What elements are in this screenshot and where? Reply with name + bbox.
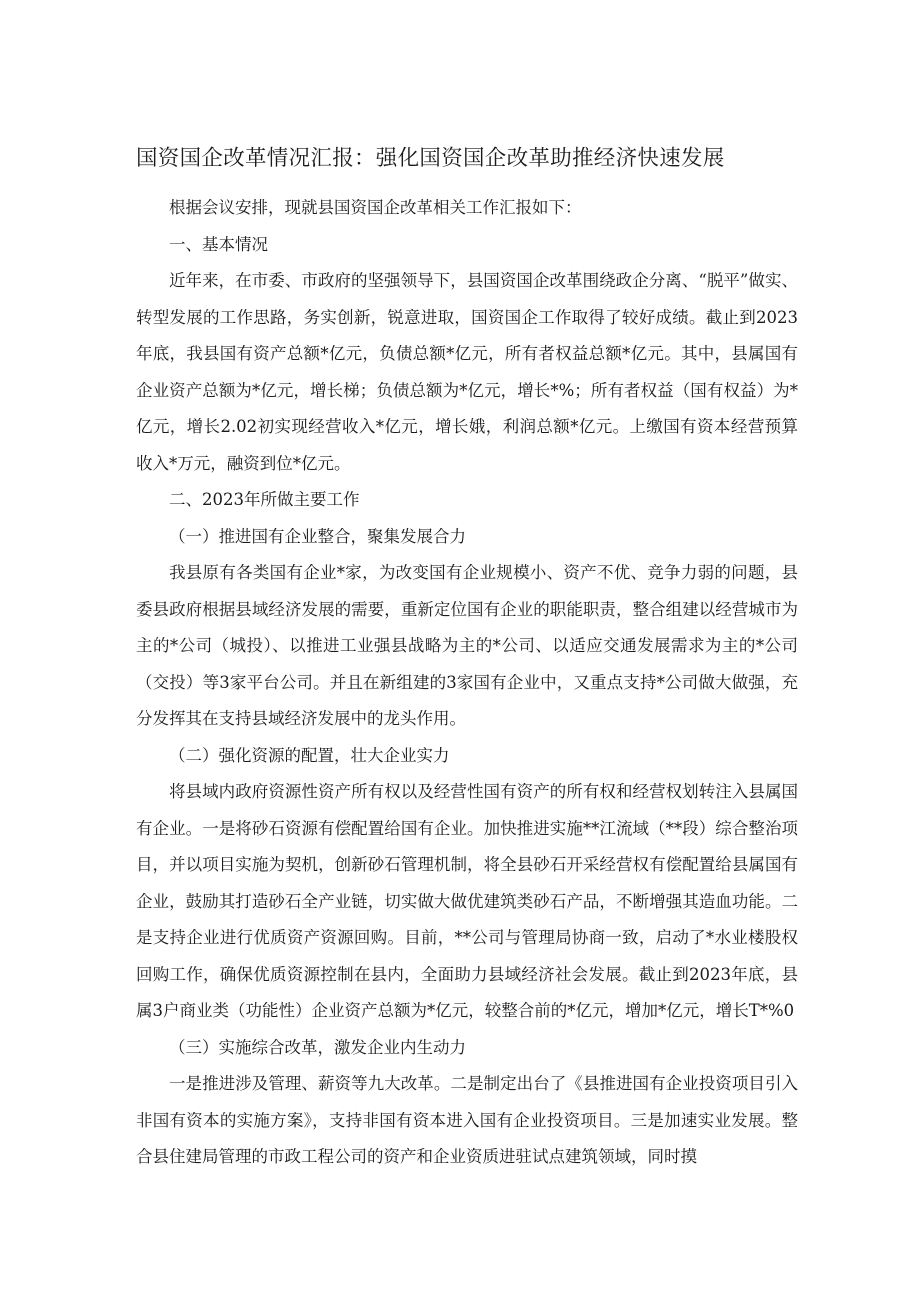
section-heading-main-work: 二、2023年所做主要工作 xyxy=(169,490,360,509)
resource-allocation-paragraph: 将县域内政府资源性资产所有权以及经营性国有资产的所有权和经营权划转注入县属国有企业。一是将砂石资源有偿配置给国有企业。加快推进实施**江流域（**段）综合整治项目，并以项目实施为契机，创新砂石管理机制，将全县砂石开采经营权有偿配置给县属国有企业，鼓励其打造砂石全产业链，切实做大做优建筑类砂石产品，不断增强其造血功能。二是支持企业进行优质资产资源回购。目前，**公司与管理局协商一致，启动了*水业楼股权回购工作，确保优质资源控制在县内，全面助力县域经济社会发展。截止到2023年底，县属3户商业类（功能性）企业资产总额为*亿元，较整合前的*亿元，增加*亿元，增长T*%0 xyxy=(136,782,798,1020)
integration-paragraph: 我县原有各类国有企业*家，为改变国有企业规模小、资产不优、竞争力弱的问题，县委县政府根据县域经济发展的需要，重新定位国有企业的职能职责，整合组建以经营城市为主的*公司（城投）、以推进工业强县战略为主的*公司、以适应交通发展需求为主的*公司（交投）等3家平台公司。并且在新组建的3家国有企业中，又重点支持*公司做大做强，充分发挥其在支持县域经济发展中的龙头作用。 xyxy=(136,563,798,728)
intro-paragraph: 根据会议安排，现就县国资国企改革相关工作汇报如下： xyxy=(169,198,582,217)
document-title: 国资国企改革情况汇报：强化国资国企改革助推经济快速发展 xyxy=(136,146,725,171)
subsection-heading-resource-allocation: （二）强化资源的配置，壮大企业实力 xyxy=(169,745,450,765)
comprehensive-reform-paragraph: 一是推进涉及管理、薪资等九大改革。二是制定出台了《县推进国有企业投资项目引入非国有资本的实施方案》，支持非国有资本进入国有企业投资项目。三是加速实业发展。整合县住建局管理的市政工程公司的资产和企业资质进驻试点建筑领域，同时摸 xyxy=(136,1074,798,1166)
basic-situation-paragraph: 近年来，在市委、市政府的坚强领导下，县国资国企改革围绕政企分离、“脱平”做实、转型发展的工作思路，务实创新，锐意进取，国资国企工作取得了较好成绩。截止到2023年底，我县国有资产总额*亿元，负债总额*亿元，所有者权益总额*亿元。其中，县属国有企业资产总额为*亿元，增长梯；负债总额为*亿元，增长*%；所有者权益（国有权益）为*亿元，增长2.02初实现经营收入*亿元，增长娥，利润总额*亿元。上缴国有资本经营预算收入*万元，融资到位*亿元。 xyxy=(136,271,798,473)
document-body xyxy=(136,190,798,1176)
subsection-heading-integration: （一）推进国有企业整合，聚集发展合力 xyxy=(169,526,466,546)
section-heading-basic-situation: 一、基本情况 xyxy=(169,234,268,254)
subsection-heading-comprehensive-reform: （三）实施综合改革，激发企业内生动力 xyxy=(169,1037,466,1057)
